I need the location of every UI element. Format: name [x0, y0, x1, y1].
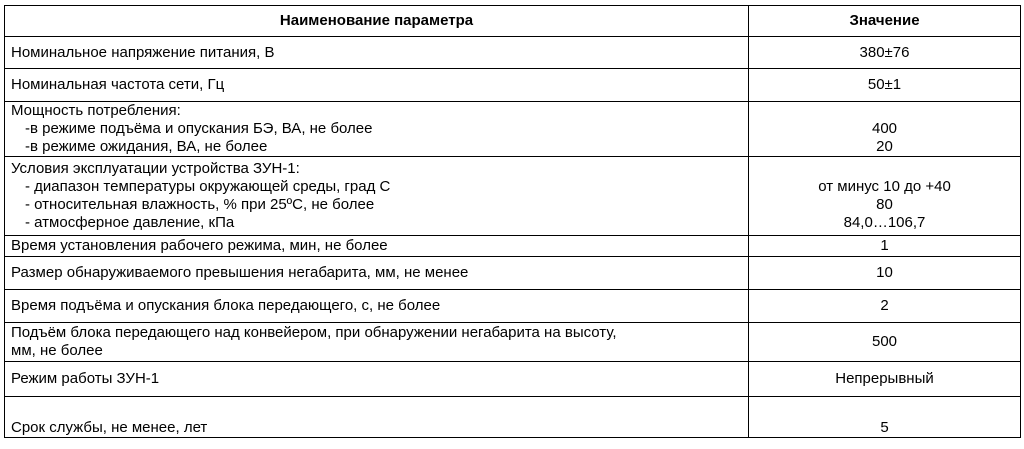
parameter-value-cell	[749, 362, 1021, 397]
parameter-name-line: Режим работы ЗУН-1	[11, 370, 160, 387]
parameter-name-line: Условия эксплуатации устройства ЗУН-1:	[11, 160, 300, 177]
parameter-value-line: 5	[880, 419, 889, 436]
parameter-value-cell	[749, 397, 1021, 438]
parameter-value-cell	[749, 323, 1021, 362]
parameter-name-cell	[5, 236, 749, 257]
parameter-name-cell	[5, 37, 749, 69]
header-parameter-name: Наименование параметра	[5, 6, 749, 37]
parameter-value-line: 80	[876, 196, 893, 213]
parameter-value-line: 1	[880, 237, 889, 254]
parameter-value-line: 500	[871, 333, 898, 350]
parameter-name-line: Время установления рабочего режима, мин, не более	[11, 237, 388, 254]
header-value: Значение	[749, 6, 1021, 37]
parameter-name-cell	[5, 102, 749, 157]
parameter-value-cell	[749, 236, 1021, 257]
parameter-name-line: -в режиме подъёма и опускания БЭ, ВА, не более	[25, 120, 373, 137]
table-row	[5, 397, 1021, 438]
parameter-value-line: 50±1	[867, 76, 902, 93]
parameter-value-line: 400	[871, 120, 898, 137]
parameter-name-cell	[5, 257, 749, 290]
header-row	[5, 6, 1021, 37]
parameter-value-line: от минус 10 до +40	[818, 178, 951, 195]
parameter-value-cell	[749, 257, 1021, 290]
table-row	[5, 69, 1021, 102]
parameter-value-line: 84,0…106,7	[843, 214, 926, 231]
parameter-name-cell	[5, 69, 749, 102]
table-row	[5, 102, 1021, 157]
parameter-name-cell	[5, 397, 749, 438]
parameter-name-line: Размер обнаруживаемого превышения негабарита, мм, не менее	[11, 264, 469, 281]
parameter-value-cell	[749, 69, 1021, 102]
table-row	[5, 236, 1021, 257]
parameter-name-line: -в режиме ожидания, ВА, не более	[25, 138, 268, 155]
parameter-value-line: 10	[876, 264, 893, 281]
parameter-name-cell	[5, 290, 749, 323]
parameter-value-line: Непрерывный	[835, 370, 934, 387]
parameter-name-line: - атмосферное давление, кПа	[25, 214, 235, 231]
table-row	[5, 362, 1021, 397]
parameter-value-line: 20	[876, 138, 893, 155]
parameters-table	[4, 5, 1021, 438]
parameter-name-line: - диапазон температуры окружающей среды, град С	[25, 178, 391, 195]
parameter-value-cell	[749, 157, 1021, 236]
parameter-name-cell	[5, 362, 749, 397]
parameter-value-line: 380±76	[859, 43, 910, 61]
parameter-value-cell	[749, 102, 1021, 157]
parameter-value-cell	[749, 290, 1021, 323]
table-row	[5, 257, 1021, 290]
parameter-name-cell	[5, 157, 749, 236]
parameter-name-line: Срок службы, не менее, лет	[11, 419, 208, 436]
parameter-name-line: Подъём блока передающего над конвейером, при обнаружении негабарита на высоту,	[11, 324, 617, 341]
parameter-name-line: Номинальное напряжение питания, В	[11, 43, 275, 61]
parameter-value-cell	[749, 37, 1021, 69]
table-row	[5, 157, 1021, 236]
parameter-name-line: Мощность потребления:	[11, 102, 181, 119]
table-row	[5, 37, 1021, 69]
parameter-value-line: 2	[880, 297, 889, 314]
parameter-name-line: мм, не более	[11, 342, 103, 359]
table-row	[5, 323, 1021, 362]
parameter-name-cell	[5, 323, 749, 362]
table-row	[5, 290, 1021, 323]
parameter-name-line: Время подъёма и опускания блока передающего, с, не более	[11, 297, 441, 314]
parameter-name-line: Номинальная частота сети, Гц	[11, 76, 225, 93]
parameter-name-line: - относительная влажность, % при 25ºС, не более	[25, 196, 375, 213]
